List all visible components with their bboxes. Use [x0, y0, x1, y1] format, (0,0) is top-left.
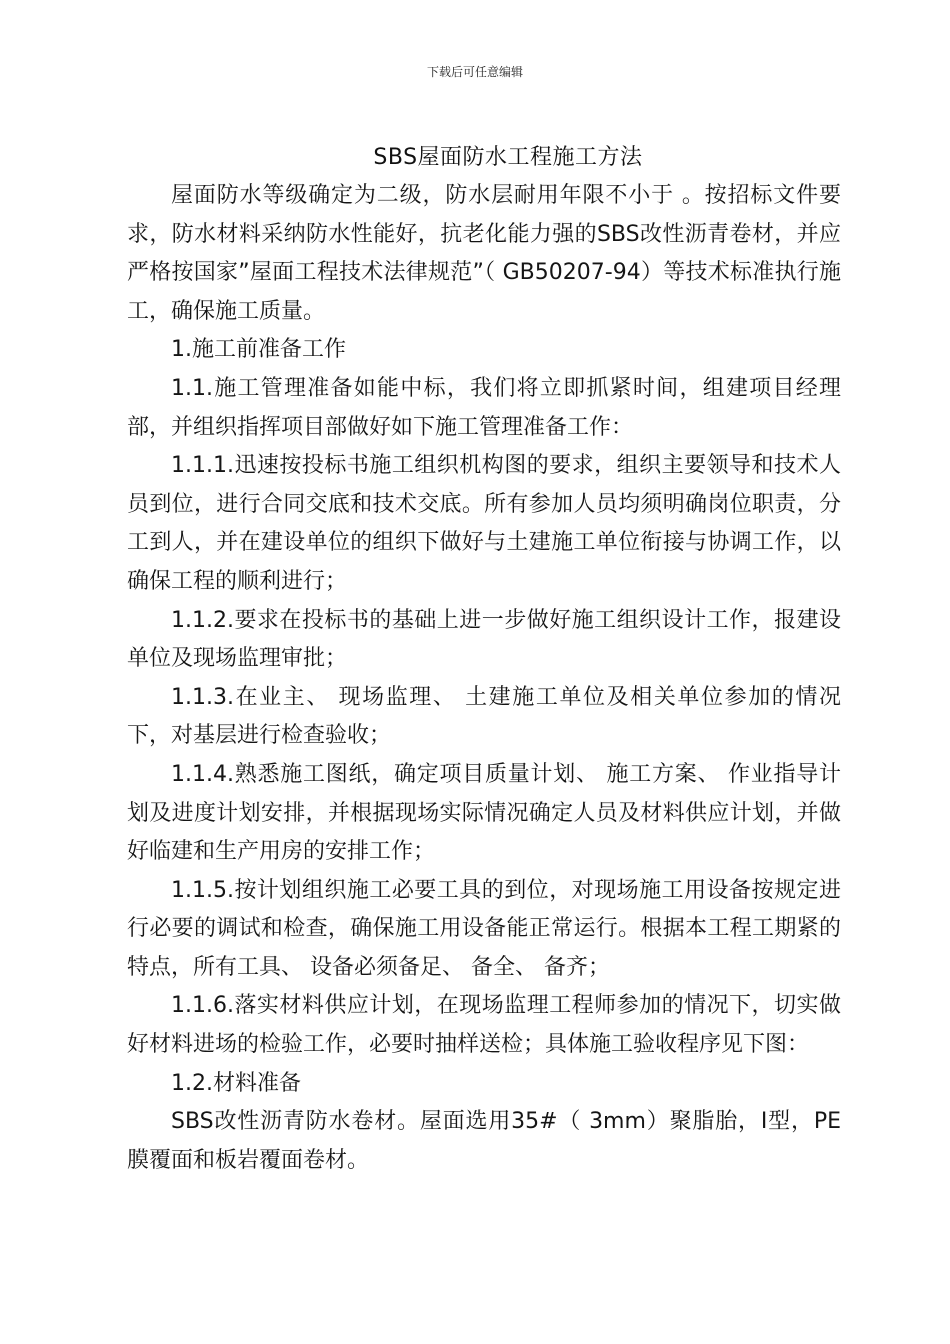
- paragraph-1-1-3: 1.1.3.在业主、 现场监理、 土建施工单位及相关单位参加的情况下，对基层进行检查验收；: [127, 684, 841, 749]
- paragraph-1-1: 1.1.施工管理准备如能中标，我们将立即抓紧时间，组建项目经理部，并组织指挥项目部做好如下施工管理准备工作：: [127, 375, 841, 440]
- document-title: SBS屋面防水工程施工方法: [373, 145, 643, 170]
- paragraph-intro: 屋面防水等级确定为二级，防水层耐用年限不小于 。按招标文件要求，防水材料采纳防水性能好，抗老化能力强的SBS改性沥青卷材，并应严格按国家”屋面工程技术法律规范”（ GB50207-94）等技术标准执行施工，确保施工质量。: [127, 183, 841, 324]
- paragraph-materials: SBS改性沥青防水卷材。屋面选用35#（ 3mm）聚脂胎，Ⅰ型，PE膜覆面和板岩覆面卷材。: [127, 1109, 841, 1173]
- paragraph-1-1-2: 1.1.2.要求在投标书的基础上进一步做好施工组织设计工作，报建设单位及现场监理审批；: [127, 607, 841, 672]
- paragraph-1-1-4: 1.1.4.熟悉施工图纸，确定项目质量计划、 施工方案、 作业指导计划及进度计划安排，并根据现场实际情况确定人员及材料供应计划，并做好临建和生产用房的安排工作；: [127, 761, 841, 865]
- paragraph-1-1-5: 1.1.5.按计划组织施工必要工具的到位，对现场施工用设备按规定进行必要的调试和检查，确保施工用设备能正常运行。根据本工程工期紧的特点，所有工具、 设备必须备足、 备全、 备齐；: [127, 877, 841, 980]
- paragraph-1-1-1: 1.1.1.迅速按投标书施工组织机构图的要求，组织主要领导和技术人员到位，进行合同交底和技术交底。所有参加人员均须明确岗位职责，分工到人，并在建设单位的组织下做好与土建施工单位衔接与协调工作，以确保工程的顺利进行；: [127, 453, 841, 594]
- paragraph-1-1-6: 1.1.6.落实材料供应计划，在现场监理工程师参加的情况下，切实做好材料进场的检验工作，必要时抽样送检；具体施工验收程序见下图：: [127, 993, 841, 1058]
- section-heading-preparation: 1.施工前准备工作: [171, 337, 346, 363]
- section-heading-materials: 1.2.材料准备: [171, 1070, 301, 1096]
- document-body: [127, 177, 841, 1180]
- page-header-note: 下载后可任意编辑: [426, 65, 523, 79]
